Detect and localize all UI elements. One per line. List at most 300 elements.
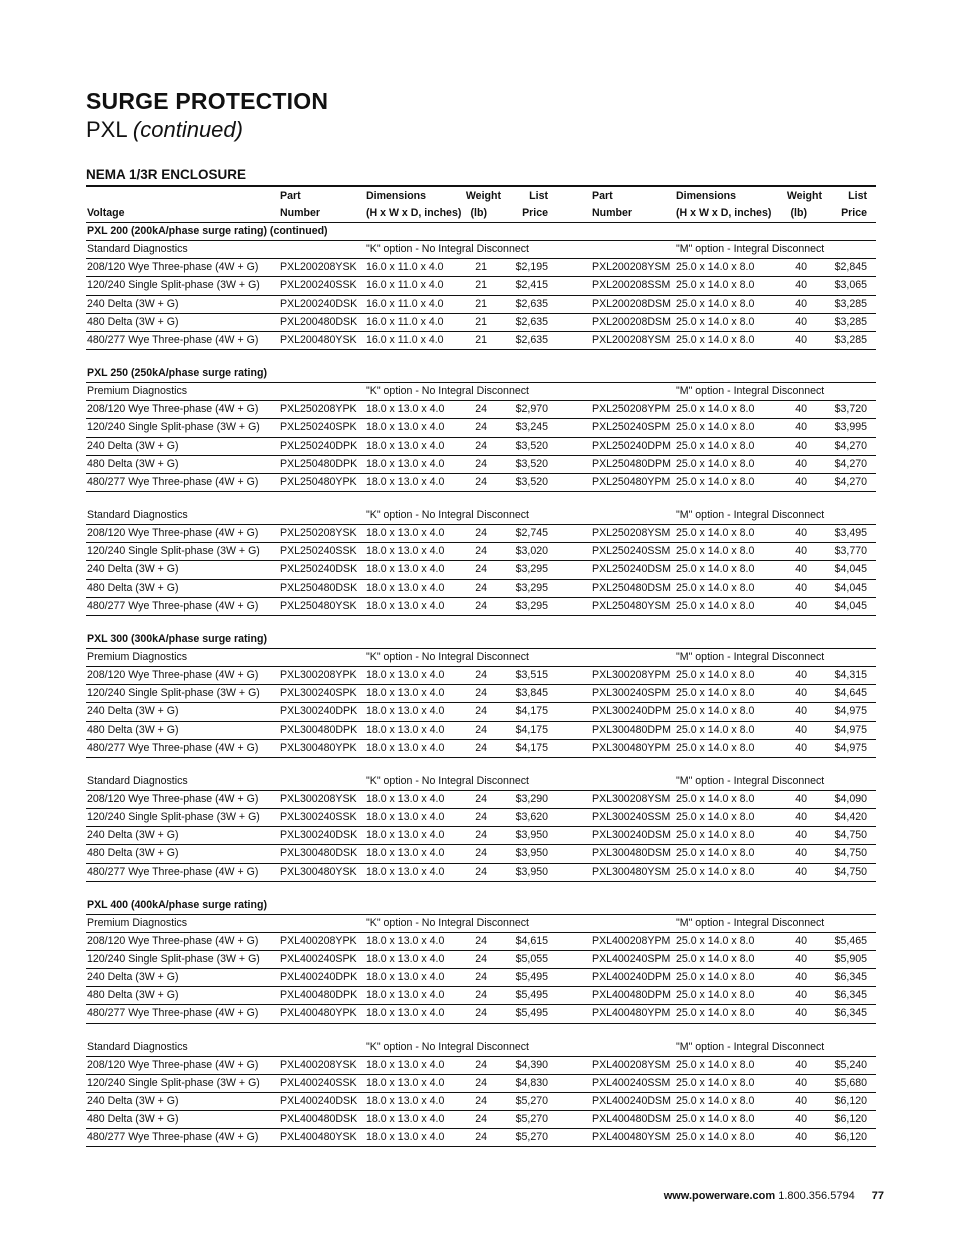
cell-price-k: $5,270 [515, 1095, 548, 1108]
cell-price-k: $2,195 [515, 261, 548, 274]
cell-price-m: $4,045 [834, 581, 867, 594]
cell-voltage: 240 Delta (3W + G) [87, 1095, 179, 1108]
header-dim-m-line1: Dimensions [676, 190, 737, 202]
cell-dim-k: 16.0 x 11.0 x 4.0 [366, 315, 444, 328]
cell-part-m: PXL300208YSM [592, 792, 671, 805]
cell-voltage: 208/120 Wye Three-phase (4W + G) [87, 261, 259, 274]
cell-price-k: $3,245 [515, 421, 548, 434]
table-header [86, 185, 876, 223]
section-heading: NEMA 1/3R ENCLOSURE [86, 167, 247, 182]
k-option-label: "K" option - No Integral Disconnect [366, 385, 529, 398]
cell-dim-k: 18.0 x 13.0 x 4.0 [366, 705, 445, 718]
cell-voltage: 240 Delta (3W + G) [87, 971, 179, 984]
cell-weight-m: 40 [795, 723, 807, 736]
cell-weight-k: 24 [475, 989, 487, 1002]
cell-price-m: $4,645 [834, 687, 867, 700]
cell-price-k: $4,615 [515, 934, 548, 947]
k-option-label: "K" option - No Integral Disconnect [366, 1040, 529, 1053]
cell-dim-k: 18.0 x 13.0 x 4.0 [366, 421, 445, 434]
cell-dim-k: 18.0 x 13.0 x 4.0 [366, 829, 445, 842]
k-option-label: "K" option - No Integral Disconnect [366, 916, 529, 929]
group-title: PXL 300 (300kA/phase surge rating) [87, 632, 267, 645]
cell-price-m: $4,420 [834, 811, 867, 824]
group-title: PXL 250 (250kA/phase surge rating) [87, 366, 267, 379]
group-title-row [86, 223, 876, 241]
cell-voltage: 480/277 Wye Three-phase (4W + G) [87, 599, 259, 612]
cell-dim-k: 18.0 x 13.0 x 4.0 [366, 865, 445, 878]
cell-part-k: PXL400208YPK [280, 934, 357, 947]
cell-part-k: PXL400208YSK [280, 1058, 357, 1071]
cell-weight-k: 24 [475, 669, 487, 682]
cell-dim-m: 25.0 x 14.0 x 8.0 [676, 297, 755, 310]
cell-voltage: 208/120 Wye Three-phase (4W + G) [87, 403, 259, 416]
cell-weight-m: 40 [795, 1113, 807, 1126]
cell-voltage: 480 Delta (3W + G) [87, 581, 179, 594]
cell-price-m: $6,120 [834, 1095, 867, 1108]
cell-dim-k: 18.0 x 13.0 x 4.0 [366, 1007, 445, 1020]
cell-part-k: PXL200208YSK [280, 261, 357, 274]
diagnostics-label: Standard Diagnostics [87, 508, 188, 521]
cell-dim-k: 18.0 x 13.0 x 4.0 [366, 989, 445, 1002]
cell-price-k: $2,970 [515, 403, 548, 416]
cell-part-m: PXL400240DSM [592, 1095, 671, 1108]
cell-dim-m: 25.0 x 14.0 x 8.0 [676, 811, 755, 824]
cell-voltage: 120/240 Single Split-phase (3W + G) [87, 421, 260, 434]
cell-part-k: PXL300208YSK [280, 792, 357, 805]
group-spacer [86, 350, 876, 365]
cell-weight-k: 24 [475, 971, 487, 984]
cell-price-m: $5,240 [834, 1058, 867, 1071]
table-row [86, 685, 876, 703]
cell-dim-m: 25.0 x 14.0 x 8.0 [676, 934, 755, 947]
cell-price-m: $6,120 [834, 1113, 867, 1126]
cell-price-k: $2,415 [515, 279, 548, 292]
table-row [86, 1129, 876, 1147]
table-row [86, 1093, 876, 1111]
table-row [86, 277, 876, 295]
cell-weight-k: 24 [475, 705, 487, 718]
cell-weight-k: 24 [475, 563, 487, 576]
cell-part-k: PXL300480YPK [280, 741, 357, 754]
cell-part-m: PXL250208YPM [592, 403, 671, 416]
cell-price-m: $4,090 [834, 792, 867, 805]
cell-price-k: $4,390 [515, 1058, 548, 1071]
cell-dim-m: 25.0 x 14.0 x 8.0 [676, 563, 755, 576]
cell-price-k: $3,950 [515, 829, 548, 842]
cell-weight-m: 40 [795, 792, 807, 805]
cell-weight-m: 40 [795, 333, 807, 346]
table-row [86, 864, 876, 882]
cell-part-k: PXL300480DSK [280, 847, 358, 860]
cell-voltage: 240 Delta (3W + G) [87, 563, 179, 576]
table-row [86, 474, 876, 492]
cell-price-k: $2,745 [515, 527, 548, 540]
cell-voltage: 480 Delta (3W + G) [87, 1113, 179, 1126]
cell-price-m: $6,345 [834, 971, 867, 984]
cell-dim-m: 25.0 x 14.0 x 8.0 [676, 279, 755, 292]
cell-weight-m: 40 [795, 1058, 807, 1071]
cell-part-m: PXL200208YSM [592, 333, 671, 346]
m-option-label: "M" option - Integral Disconnect [676, 385, 825, 398]
cell-weight-m: 40 [795, 297, 807, 310]
cell-weight-m: 40 [795, 1131, 807, 1144]
cell-dim-k: 18.0 x 13.0 x 4.0 [366, 723, 445, 736]
diagnostics-label: Premium Diagnostics [87, 385, 188, 398]
cell-voltage: 240 Delta (3W + G) [87, 829, 179, 842]
cell-weight-k: 24 [475, 811, 487, 824]
cell-price-k: $5,495 [515, 989, 548, 1002]
cell-weight-k: 24 [475, 865, 487, 878]
m-option-label: "M" option - Integral Disconnect [676, 508, 825, 521]
cell-weight-m: 40 [795, 989, 807, 1002]
cell-part-m: PXL400240SSM [592, 1076, 671, 1089]
cell-voltage: 480/277 Wye Three-phase (4W + G) [87, 475, 259, 488]
cell-part-m: PXL200208YSM [592, 261, 671, 274]
cell-dim-k: 18.0 x 13.0 x 4.0 [366, 971, 445, 984]
cell-weight-m: 40 [795, 811, 807, 824]
cell-part-m: PXL250240DPM [592, 439, 671, 452]
cell-dim-m: 25.0 x 14.0 x 8.0 [676, 261, 755, 274]
table-row [86, 456, 876, 474]
header-price-k-line2: Price [522, 207, 548, 219]
group-spacer [86, 616, 876, 631]
cell-dim-k: 18.0 x 13.0 x 4.0 [366, 581, 445, 594]
cell-dim-m: 25.0 x 14.0 x 8.0 [676, 333, 755, 346]
cell-part-m: PXL250208YSM [592, 527, 671, 540]
cell-weight-m: 40 [795, 599, 807, 612]
header-dim-k-line2: (H x W x D, inches) [366, 207, 462, 219]
cell-voltage: 480/277 Wye Three-phase (4W + G) [87, 333, 259, 346]
cell-price-k: $4,175 [515, 705, 548, 718]
cell-dim-m: 25.0 x 14.0 x 8.0 [676, 439, 755, 452]
cell-part-k: PXL300240DSK [280, 829, 358, 842]
option-row [86, 915, 876, 933]
cell-part-k: PXL300240SPK [280, 687, 357, 700]
cell-part-k: PXL250480DSK [280, 581, 358, 594]
cell-weight-k: 21 [475, 279, 487, 292]
footer-phone: 1.800.356.5794 [778, 1190, 855, 1202]
cell-price-m: $3,285 [834, 297, 867, 310]
cell-weight-m: 40 [795, 1076, 807, 1089]
cell-price-m: $4,270 [834, 475, 867, 488]
cell-part-m: PXL300480DPM [592, 723, 671, 736]
cell-part-m: PXL250480DSM [592, 581, 671, 594]
cell-weight-k: 24 [475, 741, 487, 754]
cell-weight-m: 40 [795, 439, 807, 452]
cell-dim-k: 16.0 x 11.0 x 4.0 [366, 279, 444, 292]
table-row [86, 933, 876, 951]
cell-weight-k: 21 [475, 315, 487, 328]
group-title: PXL 400 (400kA/phase surge rating) [87, 898, 267, 911]
cell-dim-m: 25.0 x 14.0 x 8.0 [676, 545, 755, 558]
cell-price-k: $4,830 [515, 1076, 548, 1089]
table-row [86, 598, 876, 616]
cell-part-k: PXL250240DPK [280, 439, 358, 452]
cell-weight-m: 40 [795, 1095, 807, 1108]
cell-part-k: PXL250208YPK [280, 403, 357, 416]
cell-voltage: 120/240 Single Split-phase (3W + G) [87, 545, 260, 558]
cell-price-k: $3,295 [515, 599, 548, 612]
k-option-label: "K" option - No Integral Disconnect [366, 243, 529, 256]
header-weight-k-line2: (lb) [470, 207, 487, 219]
cell-dim-k: 16.0 x 11.0 x 4.0 [366, 261, 444, 274]
cell-voltage: 208/120 Wye Three-phase (4W + G) [87, 669, 259, 682]
group-title-row [86, 365, 876, 383]
cell-weight-m: 40 [795, 403, 807, 416]
header-voltage: Voltage [87, 207, 125, 219]
cell-weight-k: 24 [475, 421, 487, 434]
cell-price-m: $4,045 [834, 599, 867, 612]
cell-weight-m: 40 [795, 563, 807, 576]
cell-dim-k: 18.0 x 13.0 x 4.0 [366, 1095, 445, 1108]
cell-voltage: 480 Delta (3W + G) [87, 723, 179, 736]
cell-part-m: PXL300240DPM [592, 705, 671, 718]
group-title-row [86, 631, 876, 649]
cell-voltage: 120/240 Single Split-phase (3W + G) [87, 687, 260, 700]
m-option-label: "M" option - Integral Disconnect [676, 916, 825, 929]
cell-part-k: PXL300480DPK [280, 723, 358, 736]
cell-weight-m: 40 [795, 261, 807, 274]
cell-price-k: $3,520 [515, 475, 548, 488]
cell-weight-k: 24 [475, 599, 487, 612]
diagnostics-label: Standard Diagnostics [87, 774, 188, 787]
m-option-label: "M" option - Integral Disconnect [676, 650, 825, 663]
cell-weight-m: 40 [795, 475, 807, 488]
cell-part-k: PXL250208YSK [280, 527, 357, 540]
m-option-label: "M" option - Integral Disconnect [676, 774, 825, 787]
cell-voltage: 480 Delta (3W + G) [87, 315, 179, 328]
header-weight-k-line1: Weight [465, 190, 501, 202]
cell-price-k: $2,635 [515, 315, 548, 328]
table-row [86, 1111, 876, 1129]
cell-weight-m: 40 [795, 669, 807, 682]
cell-weight-k: 24 [475, 1131, 487, 1144]
cell-part-m: PXL300240DSM [592, 829, 671, 842]
cell-weight-m: 40 [795, 971, 807, 984]
cell-dim-m: 25.0 x 14.0 x 8.0 [676, 829, 755, 842]
cell-dim-m: 25.0 x 14.0 x 8.0 [676, 1076, 755, 1089]
cell-part-k: PXL200480YSK [280, 333, 357, 346]
diagnostics-label: Premium Diagnostics [87, 916, 188, 929]
cell-dim-k: 18.0 x 13.0 x 4.0 [366, 457, 445, 470]
cell-price-k: $3,290 [515, 792, 548, 805]
diagnostics-label: Standard Diagnostics [87, 1040, 188, 1053]
cell-part-k: PXL250240DSK [280, 563, 358, 576]
option-row [86, 241, 876, 259]
cell-price-m: $4,975 [834, 705, 867, 718]
cell-dim-m: 25.0 x 14.0 x 8.0 [676, 687, 755, 700]
table-row [86, 314, 876, 332]
subtitle-main: PXL [86, 117, 127, 142]
cell-voltage: 240 Delta (3W + G) [87, 439, 179, 452]
cell-weight-m: 40 [795, 687, 807, 700]
cell-price-m: $5,905 [834, 953, 867, 966]
cell-dim-m: 25.0 x 14.0 x 8.0 [676, 989, 755, 1002]
cell-weight-k: 24 [475, 792, 487, 805]
k-option-label: "K" option - No Integral Disconnect [366, 650, 529, 663]
cell-dim-m: 25.0 x 14.0 x 8.0 [676, 1058, 755, 1071]
table-row [86, 332, 876, 350]
cell-dim-k: 18.0 x 13.0 x 4.0 [366, 687, 445, 700]
header-part-m-line2: Number [592, 207, 633, 219]
cell-price-k: $4,175 [515, 723, 548, 736]
cell-dim-m: 25.0 x 14.0 x 8.0 [676, 599, 755, 612]
cell-voltage: 480 Delta (3W + G) [87, 989, 179, 1002]
table-row [86, 740, 876, 758]
cell-weight-k: 24 [475, 475, 487, 488]
cell-weight-m: 40 [795, 1007, 807, 1020]
cell-dim-m: 25.0 x 14.0 x 8.0 [676, 475, 755, 488]
cell-dim-k: 18.0 x 13.0 x 4.0 [366, 1076, 445, 1089]
cell-price-m: $5,465 [834, 934, 867, 947]
block-spacer [86, 1024, 876, 1039]
header-dim-m-line2: (H x W x D, inches) [676, 207, 772, 219]
cell-dim-k: 16.0 x 11.0 x 4.0 [366, 297, 444, 310]
cell-voltage: 120/240 Single Split-phase (3W + G) [87, 1076, 260, 1089]
cell-price-k: $3,950 [515, 865, 548, 878]
cell-dim-k: 18.0 x 13.0 x 4.0 [366, 953, 445, 966]
cell-dim-m: 25.0 x 14.0 x 8.0 [676, 1007, 755, 1020]
cell-voltage: 480 Delta (3W + G) [87, 847, 179, 860]
cell-dim-m: 25.0 x 14.0 x 8.0 [676, 669, 755, 682]
table-row [86, 401, 876, 419]
table-row [86, 580, 876, 598]
cell-part-k: PXL400480YPK [280, 1007, 357, 1020]
cell-price-m: $3,995 [834, 421, 867, 434]
m-option-label: "M" option - Integral Disconnect [676, 243, 825, 256]
cell-dim-k: 18.0 x 13.0 x 4.0 [366, 545, 445, 558]
cell-dim-k: 18.0 x 13.0 x 4.0 [366, 669, 445, 682]
cell-dim-k: 18.0 x 13.0 x 4.0 [366, 403, 445, 416]
cell-price-m: $4,975 [834, 741, 867, 754]
cell-part-m: PXL250480YSM [592, 599, 671, 612]
cell-part-k: PXL400240SPK [280, 953, 357, 966]
table-row [86, 951, 876, 969]
header-price-m-line2: Price [841, 207, 867, 219]
cell-dim-k: 18.0 x 13.0 x 4.0 [366, 1113, 445, 1126]
table-row [86, 259, 876, 277]
cell-part-m: PXL300480YPM [592, 741, 671, 754]
cell-dim-k: 18.0 x 13.0 x 4.0 [366, 439, 445, 452]
page-subtitle [86, 117, 243, 143]
cell-weight-k: 24 [475, 1113, 487, 1126]
cell-price-m: $6,345 [834, 989, 867, 1002]
cell-weight-k: 24 [475, 457, 487, 470]
cell-price-k: $4,175 [515, 741, 548, 754]
cell-dim-k: 18.0 x 13.0 x 4.0 [366, 475, 445, 488]
cell-price-k: $3,845 [515, 687, 548, 700]
cell-part-k: PXL400480YSK [280, 1131, 357, 1144]
cell-dim-m: 25.0 x 14.0 x 8.0 [676, 865, 755, 878]
table-row [86, 438, 876, 456]
cell-part-m: PXL300240SPM [592, 687, 671, 700]
cell-part-k: PXL200240DSK [280, 297, 358, 310]
cell-weight-k: 24 [475, 1076, 487, 1089]
cell-dim-k: 18.0 x 13.0 x 4.0 [366, 934, 445, 947]
cell-part-k: PXL300240DPK [280, 705, 358, 718]
cell-weight-k: 24 [475, 581, 487, 594]
cell-price-m: $4,750 [834, 829, 867, 842]
cell-part-m: PXL400480YSM [592, 1131, 671, 1144]
cell-part-m: PXL250240SPM [592, 421, 671, 434]
cell-price-k: $3,295 [515, 581, 548, 594]
k-option-label: "K" option - No Integral Disconnect [366, 508, 529, 521]
cell-dim-m: 25.0 x 14.0 x 8.0 [676, 953, 755, 966]
page-number: 77 [871, 1190, 884, 1202]
m-option-label: "M" option - Integral Disconnect [676, 1040, 825, 1053]
cell-voltage: 480 Delta (3W + G) [87, 457, 179, 470]
cell-weight-k: 24 [475, 1058, 487, 1071]
diagnostics-label: Premium Diagnostics [87, 650, 188, 663]
page-footer [664, 1190, 884, 1202]
k-option-label: "K" option - No Integral Disconnect [366, 774, 529, 787]
table-body [86, 223, 876, 1147]
cell-part-k: PXL400240DPK [280, 971, 358, 984]
cell-price-m: $2,845 [834, 261, 867, 274]
cell-part-k: PXL200240SSK [280, 279, 357, 292]
header-dim-k-line1: Dimensions [366, 190, 427, 202]
table-row [86, 703, 876, 721]
cell-price-k: $3,295 [515, 563, 548, 576]
cell-part-k: PXL300480YSK [280, 865, 357, 878]
cell-voltage: 120/240 Single Split-phase (3W + G) [87, 953, 260, 966]
cell-weight-m: 40 [795, 279, 807, 292]
cell-price-m: $4,270 [834, 439, 867, 452]
cell-part-k: PXL250480YPK [280, 475, 357, 488]
cell-price-m: $3,720 [834, 403, 867, 416]
cell-weight-m: 40 [795, 421, 807, 434]
cell-weight-k: 24 [475, 687, 487, 700]
group-spacer [86, 882, 876, 897]
cell-part-k: PXL400240SSK [280, 1076, 357, 1089]
cell-dim-m: 25.0 x 14.0 x 8.0 [676, 741, 755, 754]
cell-weight-m: 40 [795, 847, 807, 860]
cell-part-m: PXL400240SPM [592, 953, 671, 966]
header-part-k-line1: Part [280, 190, 301, 202]
table-row [86, 296, 876, 314]
cell-price-m: $4,750 [834, 847, 867, 860]
cell-dim-k: 18.0 x 13.0 x 4.0 [366, 527, 445, 540]
cell-price-k: $2,635 [515, 297, 548, 310]
cell-dim-k: 16.0 x 11.0 x 4.0 [366, 333, 444, 346]
cell-price-m: $6,120 [834, 1131, 867, 1144]
cell-part-m: PXL250480DPM [592, 457, 671, 470]
cell-price-m: $4,315 [834, 669, 867, 682]
cell-part-k: PXL300208YPK [280, 669, 357, 682]
table-row [86, 543, 876, 561]
cell-dim-m: 25.0 x 14.0 x 8.0 [676, 581, 755, 594]
cell-dim-k: 18.0 x 13.0 x 4.0 [366, 811, 445, 824]
cell-weight-k: 24 [475, 1095, 487, 1108]
cell-part-k: PXL400480DPK [280, 989, 358, 1002]
cell-price-k: $3,520 [515, 457, 548, 470]
table-row [86, 525, 876, 543]
block-spacer [86, 758, 876, 773]
cell-weight-k: 24 [475, 723, 487, 736]
cell-dim-m: 25.0 x 14.0 x 8.0 [676, 403, 755, 416]
cell-part-k: PXL250240SPK [280, 421, 357, 434]
cell-part-m: PXL400480DSM [592, 1113, 671, 1126]
cell-price-m: $3,285 [834, 315, 867, 328]
cell-price-m: $3,770 [834, 545, 867, 558]
cell-dim-m: 25.0 x 14.0 x 8.0 [676, 527, 755, 540]
cell-part-k: PXL300240SSK [280, 811, 357, 824]
cell-part-k: PXL400240DSK [280, 1095, 358, 1108]
header-price-k-line1: List [529, 190, 548, 202]
cell-price-m: $6,345 [834, 1007, 867, 1020]
cell-dim-m: 25.0 x 14.0 x 8.0 [676, 847, 755, 860]
cell-voltage: 240 Delta (3W + G) [87, 297, 179, 310]
